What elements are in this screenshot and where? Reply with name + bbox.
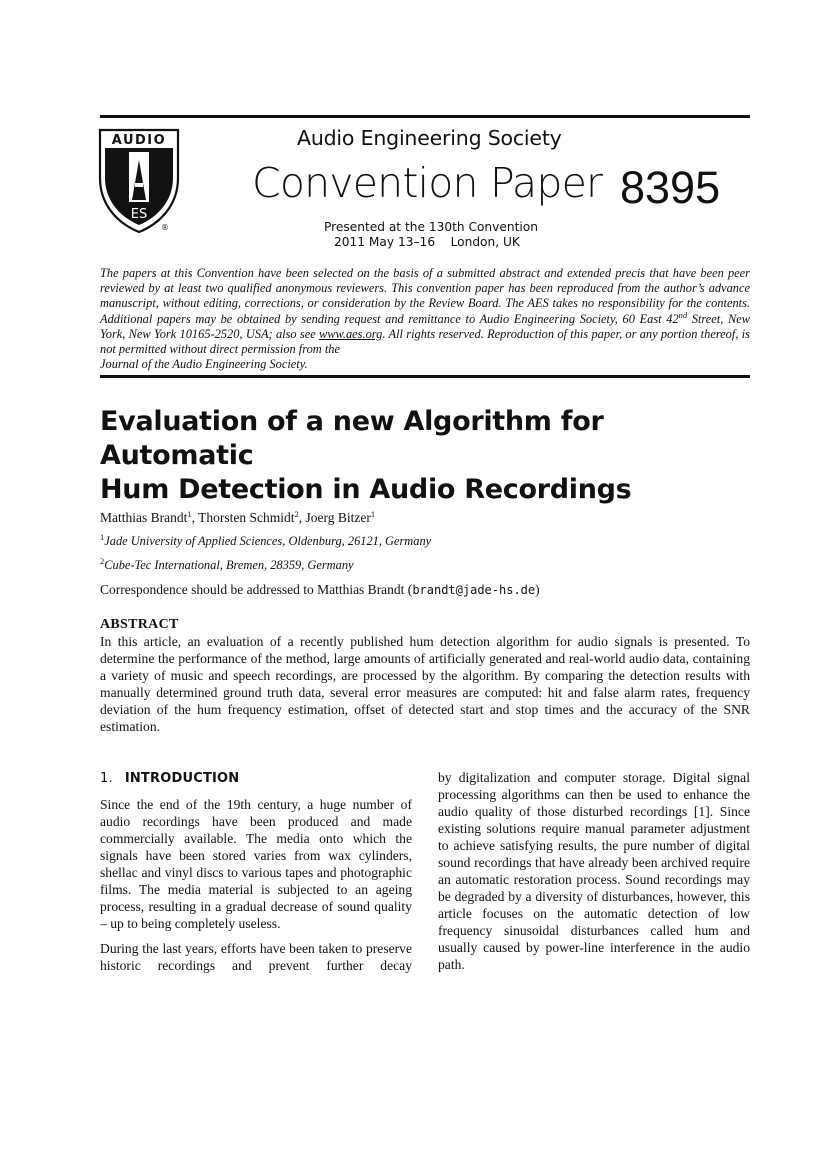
disclaimer-part-1: The papers at this Convention have been selected on the basis of a submitted abstract and extended precis that have been peer reviewed by at least two qualified anonymous reviewers. This convention paper has been reproduced from the author’s advance manuscript, without editing, corrections, or consideration by the Review Board. The AES takes no responsibility for the contents. Additional papers may be obtained by sending request and remittance to Audio Engineering Society, 60 East 42 <box>100 266 750 326</box>
presented-line-2: 2011 May 13–16 London, UK <box>334 235 520 249</box>
paper-number: 8395 <box>620 162 721 213</box>
intro-paragraph-1: Since the end of the 19th century, a huge number of audio recordings have been produced and made commercially available. The media onto which the signals have been stored varies from wax cylinders, shellac and vinyl discs to various tapes and photographic films. The media material is subjected to an ageing process, resulting in a gradual decrease of sound quality – up to being completely useless. <box>100 797 412 931</box>
section-heading-introduction <box>100 771 239 786</box>
affiliation-1 <box>100 534 431 549</box>
affiliation-2 <box>100 558 354 573</box>
presented-line-1: Presented at the 130th Convention <box>324 220 538 234</box>
aes-website-link[interactable]: www.aes.org <box>319 326 383 341</box>
header-bottom-rule <box>100 375 750 378</box>
title-line-2: Hum Detection in Audio Recordings <box>100 474 632 505</box>
section-title: INTRODUCTION <box>124 771 240 786</box>
affiliation-2-number: 2 <box>100 556 105 566</box>
society-name: Audio Engineering Society <box>297 126 562 150</box>
author-1: Matthias Brandt <box>100 510 188 525</box>
title-line-1: Evaluation of a new Algorithm for Automatic <box>100 406 604 471</box>
author-1-affiliation: 1 <box>187 509 192 519</box>
abstract-body: In this article, an evaluation of a recently published hum detection algorithm for audio signals is presented. To determine the performance of the method, large amounts of artificially generated and real-world audio data, containing a variety of music and speech recordings, are processed by the algorithm. By comparing the detection results with manually determined ground truth data, several error measures are computed: hit and false alarm rates, frequency deviation of the hum frequency estimation, offset of detected start and stop times and the accuracy of the SNR estimation. <box>100 634 750 734</box>
paper-type: Convention Paper <box>252 159 603 207</box>
disclaimer-part-3: . All rights reserved. Reproduction of this paper, or any portion thereof, is not permitted without direct permission from the <box>100 326 750 357</box>
author-3: Joerg Bitzer <box>305 510 371 525</box>
abstract-heading: ABSTRACT <box>100 617 179 632</box>
correspondence-email[interactable]: brandt@jade-hs.de <box>412 583 536 597</box>
disclaimer-part-2: Street, New York, New York 10165-2520, USA; also see <box>100 311 751 341</box>
paper-title <box>100 405 760 507</box>
correspondence-text: Correspondence should be addressed to Matthias Brandt ( <box>100 582 413 597</box>
top-rule <box>100 115 750 118</box>
correspondence-close: ) <box>535 582 540 597</box>
intro-paragraph-2: During the last years, efforts have been taken to preserve historic recordings and prevent further decay <box>100 941 412 973</box>
intro-paragraph-3: by digitalization and computer storage. Digital signal processing algorithms can then be used to enhance the audio quality of those disturbed recordings [1]. Since existing solutions require manual parameter adjustment to achieve satisfying results, the pure number of digital sound recordings that have already been archived require an automatic restoration process. Sound recordings may be degraded by a diversity of disturbances, however, this article focuses on the automatic detection of low frequency sinusoidal disturbances called hum and usually caused by power-line interference in the audio path. <box>438 770 750 972</box>
author-3-affiliation: 1 <box>370 509 376 519</box>
author-2: Thorsten Schmidt <box>198 510 295 525</box>
disclaimer-part-4: Journal of the Audio Engineering Society. <box>100 357 308 372</box>
review-disclaimer <box>100 266 750 372</box>
disclaimer-superscript: nd <box>678 309 688 320</box>
section-number: 1. <box>100 771 113 786</box>
author-2-affiliation: 2 <box>294 509 299 519</box>
author-list <box>100 510 375 526</box>
author-separator: , <box>298 510 306 525</box>
right-column <box>438 769 750 973</box>
correspondence <box>100 582 540 598</box>
author-separator: , <box>191 510 199 525</box>
affiliation-2-text: Cube-Tec International, Bremen, 28359, Germany <box>104 558 354 572</box>
aes-shield-logo <box>97 128 181 234</box>
affiliation-1-number: 1 <box>100 532 105 542</box>
affiliation-1-text: Jade University of Applied Sciences, Oldenburg, 26121, Germany <box>104 534 432 548</box>
logo-bottom-text: ES <box>130 207 148 222</box>
left-column <box>100 796 412 974</box>
logo-registered-mark: ® <box>161 223 169 232</box>
logo-top-text: AUDIO <box>111 133 167 148</box>
